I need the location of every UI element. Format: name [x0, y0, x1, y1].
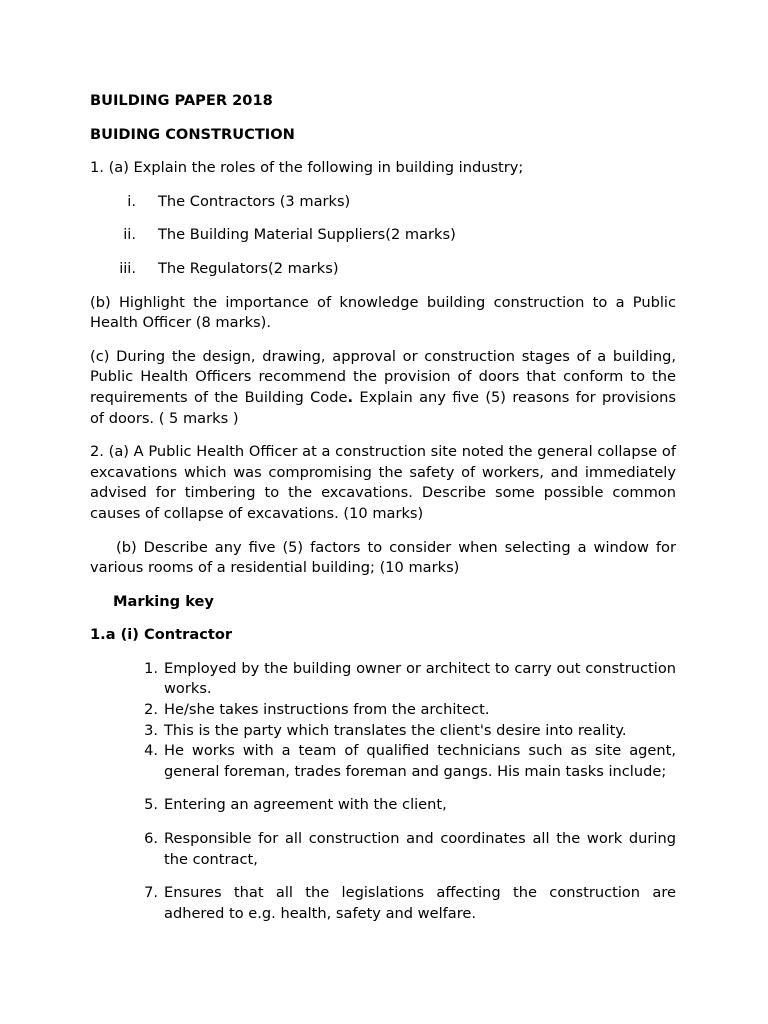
list-item [90, 741, 676, 782]
list-item-number: 7. [144, 884, 158, 902]
marking-key-title: Marking key [113, 592, 214, 610]
list-item-number: 2. [144, 701, 158, 719]
question-1c-part1: (c) During the design, drawing, approval or construction stages of a building, Public Health Officers recommend the provision of doors that conform to the requirements of the Building Code [90, 347, 676, 406]
document-body [90, 91, 676, 924]
list-item [90, 795, 676, 816]
list-item-text: He works with a team of qualified technicians such as site agent, general foreman, trades foreman and gangs. His main tasks include; [164, 742, 676, 780]
list-item-number: 1. [144, 659, 158, 677]
item-text: The Building Material Suppliers(2 marks) [158, 226, 456, 244]
list-item-text: Responsible for all construction and coordinates all the work during the contract, [164, 830, 676, 868]
question-2a: 2. (a) A Public Health Officer at a construction site noted the general collapse of excavations which was compromising the safety of workers, and immediately advised for timbering to the excavations. Describe some possible common causes of collapse of excavations. (10 marks) [90, 443, 676, 522]
list-item-text: Ensures that all the legislations affecting the construction are adhered to e.g. health, safety and welfare. [164, 884, 676, 922]
item-text: The Contractors (3 marks) [158, 192, 351, 210]
question-1c-bold-period: . [347, 388, 354, 406]
question-1c [90, 347, 676, 429]
list-item [90, 829, 676, 870]
list-item [90, 700, 676, 721]
paper-title: BUILDING PAPER 2018 [90, 92, 273, 109]
list-item [90, 721, 676, 742]
list-item [90, 883, 676, 924]
item-number: i. [127, 192, 136, 210]
list-item-text: Employed by the building owner or architect to carry out construction works. [164, 659, 676, 698]
list-item-number: 5. [144, 796, 158, 814]
list-item-number: 3. [144, 721, 158, 739]
question-1a-item [90, 225, 676, 246]
question-2b: (b) Describe any five (5) factors to consider when selecting a window for various rooms of a residential building; (10 marks) [90, 538, 676, 577]
marking-key-section: 1.a (i) Contractor [90, 626, 233, 644]
question-1b: (b) Highlight the importance of knowledge building construction to a Public Health Officer (8 marks). [90, 293, 676, 332]
question-1c-part2: Explain any five (5) reasons for provisions of doors. ( 5 marks ) [90, 388, 676, 427]
list-item [90, 659, 676, 700]
list-item-number: 6. [144, 830, 158, 848]
list-item-number: 4. [144, 742, 158, 760]
item-text: The Regulators(2 marks) [158, 259, 339, 277]
list-item-text: He/she takes instructions from the architect. [164, 701, 490, 719]
question-1a-intro: 1. (a) Explain the roles of the following in building industry; [90, 159, 524, 177]
marking-key-list [90, 659, 676, 925]
item-number: iii. [119, 259, 136, 277]
item-number: ii. [123, 226, 136, 244]
question-1a-item [90, 259, 676, 280]
question-1a-item [90, 192, 676, 213]
paper-subtitle: BUIDING CONSTRUCTION [90, 125, 295, 143]
list-item-text: Entering an agreement with the client, [164, 796, 447, 814]
list-item-text: This is the party which translates the client's desire into reality. [164, 721, 627, 739]
